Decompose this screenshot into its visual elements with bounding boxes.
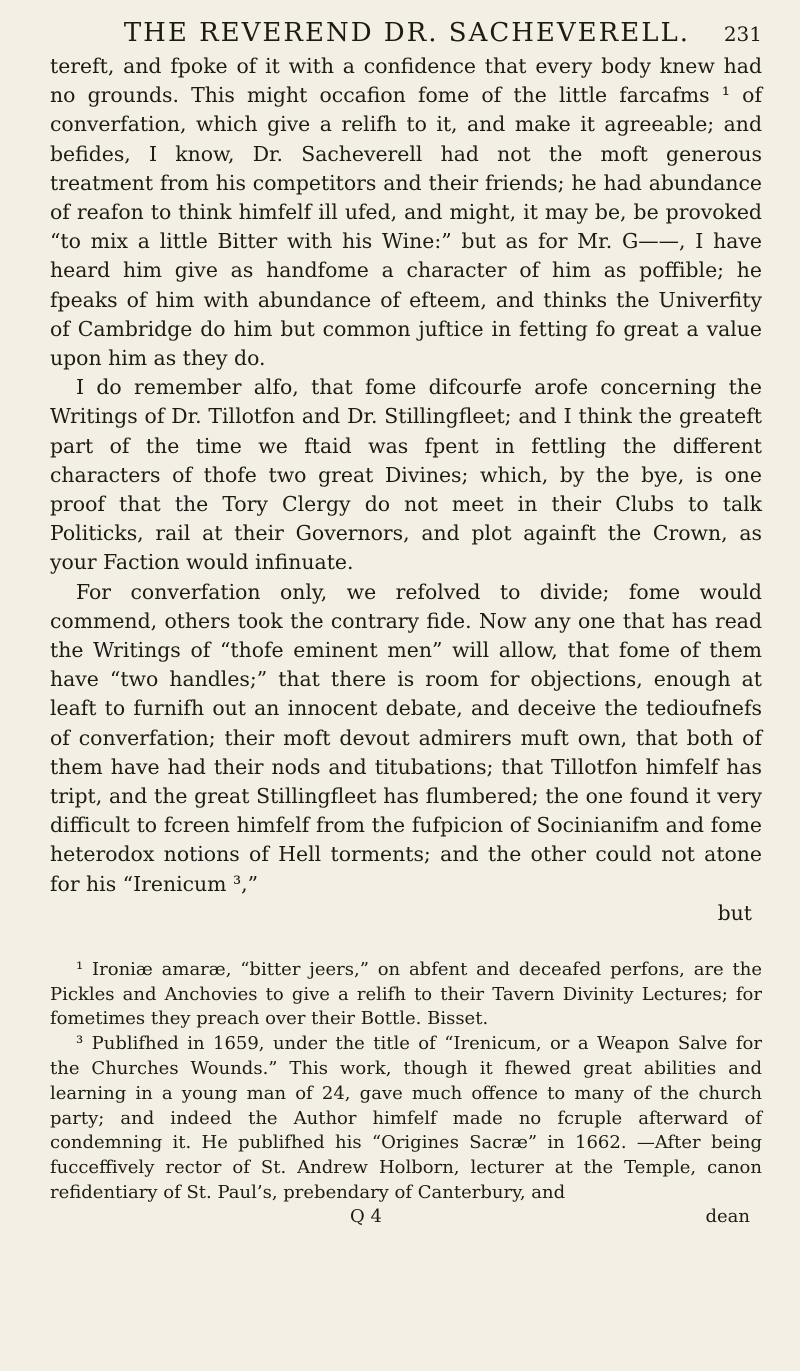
- catchword: dean: [705, 1205, 750, 1227]
- running-header: [50, 18, 762, 48]
- paragraph: tereft, and fpoke of it with a confidence that every body knew had no grounds. This might occafion fome of the little farcafms ¹ of converfation, which give a relifh to it, and make it agreeable; and befides, I know, Dr. Sacheverell had not the moft generous treatment from his competitors and their friends; he had abundance of reafon to think himfelf ill ufed, and might, it may be, be provoked “to mix a little Bitter with his Wine:” but as for Mr. G——, I have heard him give as handfome a character of him as poffible; he fpeaks of him with abundance of efteem, and thinks the Univerfity of Cambridge do him but common juftice in fetting fo great a value upon him as they do.: [50, 54, 762, 371]
- page-footer: [50, 1206, 762, 1227]
- paragraph: For converfation only, we refolved to divide; fome would commend, others took the contrary fide. Now any one that has read the Writings of “thofe eminent men” will allow, that fome of them have “two handles;” that there is room for objections, enough at leaft to furnifh out an innocent debate, and deceive the tedioufnefs of converfation; their moft devout admirers muft own, that both of them have had their nods and titubations; that Tillotfon himfelf has tript, and the great Stillingfleet has flumbered; the one found it very difficult to fcreen himfelf from the fufpicion of Socinianifm and fome heterodox notions of Hell torments; and the other could not atone for his “Irenicum ³,”: [50, 579, 762, 896]
- running-title: THE REVEREND DR. SACHEVERELL.: [123, 18, 690, 48]
- page-number: 231: [723, 22, 762, 46]
- main-text: [50, 52, 762, 928]
- footnote: ¹ Ironiæ amaræ, “bitter jeers,” on abfent and deceafed perfons, are the Pickles and Anchovies to give a relifh to their Tavern Divinity Lectures; for fometimes they preach over their Bottle. Bisset.: [50, 958, 762, 1030]
- catchword-inline: but: [717, 900, 752, 925]
- paragraph: I do remember alfo, that fome difcourfe arofe concerning the Writings of Dr. Tillotfon and Dr. Stillingfleet; and I think the greateft part of the time we ftaid was fpent in fettling the different characters of thofe two great Divines; which, by the bye, is one proof that the Tory Clergy do not meet in their Clubs to talk Politicks, rail at their Governors, and plot againft the Crown, as your Faction would infinuate.: [50, 375, 762, 575]
- signature-mark: Q 4: [350, 1205, 382, 1227]
- footnotes: [50, 958, 762, 1206]
- footnote: ³ Publifhed in 1659, under the title of “Irenicum, or a Weapon Salve for the Churches Wounds.” This work, though it fhewed great abilities and learning in a young man of 24, gave much offence to many of the church party; and indeed the Author himfelf made no fcruple afterward of condemning it. He publifhed his “Origines Sacræ” in 1662. —After being fucceffively rector of St. Andrew Holborn, lecturer at the Temple, canon refidentiary of St. Paul’s, prebendary of Canterbury, and: [50, 1033, 762, 1204]
